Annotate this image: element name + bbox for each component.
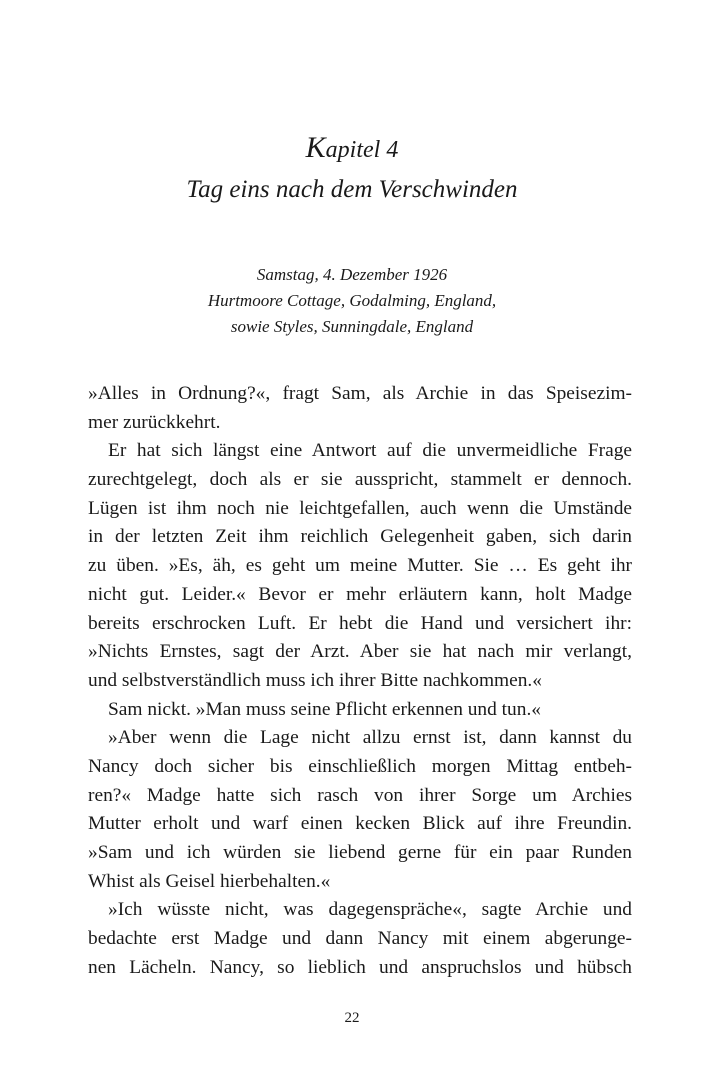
- text-line: zurechtgelegt, doch als er sie ausspricht, stammelt er dennoch.: [88, 469, 632, 491]
- text-line: Sam nickt. »Man muss seine Pflicht erkennen und tun.«: [108, 698, 541, 720]
- chapter-label-rest: apitel 4: [325, 137, 399, 163]
- text-line: nen Lächeln. Nancy, so lieblich und anspruchslos und hübsch: [88, 956, 632, 978]
- text-line: »Aber wenn die Lage nicht allzu ernst ist, dann kannst du: [108, 727, 632, 749]
- text-line: und selbstverständlich muss ich ihrer Bitte nachkommen.«: [88, 669, 542, 691]
- text-line: ren?« Madge hatte sich rasch von ihrer Sorge um Archies: [88, 784, 632, 806]
- text-line: »Nichts Ernstes, sagt der Arzt. Aber sie hat nach mir verlangt,: [88, 641, 632, 663]
- text-line: bereits erschrocken Luft. Er hebt die Hand und versichert ihr:: [88, 612, 632, 634]
- dateline-location-1: Hurtmoore Cottage, Godalming, England,: [207, 291, 497, 310]
- chapter-heading: [0, 128, 704, 210]
- text-line: zu üben. »Es, äh, es geht um meine Mutter. Sie … Es geht ihr: [88, 555, 632, 577]
- text-line: in der letzten Zeit ihm reichlich Gelegenheit gaben, sich darin: [88, 526, 632, 548]
- text-line: bedachte erst Madge und dann Nancy mit einem abgerunge-: [88, 928, 632, 950]
- dateline-date: Samstag, 4. Dezember 1926: [256, 265, 448, 284]
- text-line: Nancy doch sicher bis einschließlich morgen Mittag entbeh-: [88, 755, 632, 777]
- text-line: »Ich wüsste nicht, was dagegenspräche«, sagte Archie und: [108, 899, 632, 921]
- chapter-label-initial: K: [305, 131, 326, 164]
- text-line: »Alles in Ordnung?«, fragt Sam, als Archie in das Speisezim-: [88, 383, 632, 404]
- chapter-label: [0, 128, 704, 170]
- body-text: [88, 380, 632, 982]
- text-line: »Sam und ich würden sie liebend gerne für ein paar Runden: [88, 842, 632, 863]
- text-line: Er hat sich längst eine Antwort auf die unvermeidliche Frage: [108, 440, 632, 462]
- text-line: mer zurückkehrt.: [88, 411, 221, 433]
- text-line: nicht gut. Leider.« Bevor er mehr erläutern kann, holt Madge: [88, 583, 632, 605]
- page-number: 22: [344, 1010, 360, 1026]
- chapter-title: Tag eins nach dem Verschwinden: [186, 176, 518, 203]
- text-line: Mutter erholt und warf einen kecken Blick auf ihre Freundin.: [88, 813, 632, 835]
- dateline: [0, 262, 704, 340]
- text-line: Whist als Geisel hierbehalten.«: [88, 870, 331, 892]
- text-line: Lügen ist ihm noch nie leichtgefallen, auch wenn die Umstände: [88, 497, 632, 519]
- dateline-location-2: sowie Styles, Sunningdale, England: [230, 317, 474, 336]
